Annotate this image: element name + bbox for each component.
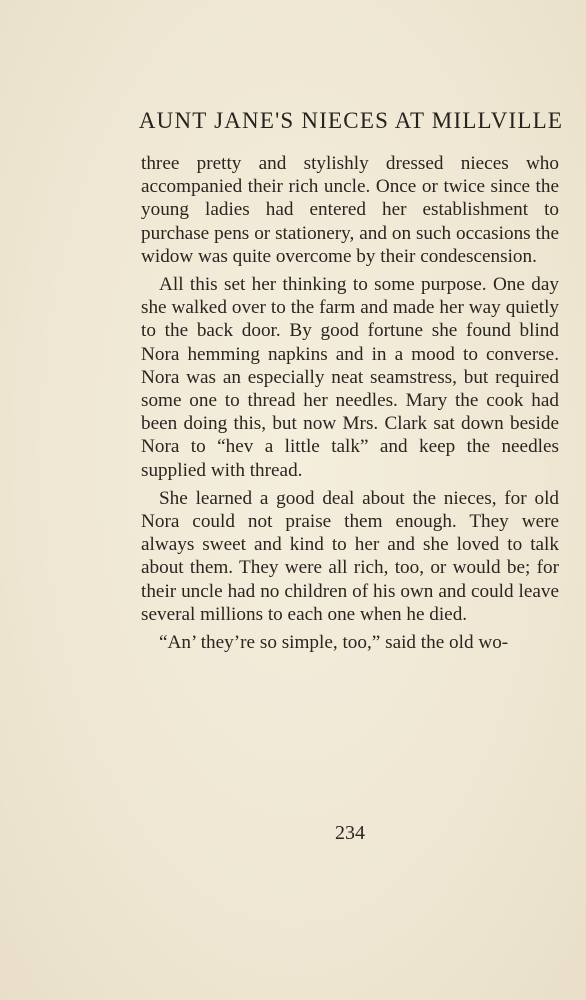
paragraph: “An’ they’re so simple, too,” said the old wo- (159, 632, 509, 654)
body-text (141, 152, 559, 659)
paragraph: She learned a good deal about the nieces, for old Nora could not praise them enough. They were always sweet and kind to her and she loved to talk about them. They were all rich, too, or would be; for their uncle had no children of his own and could leave several millions to each one when he died. (141, 487, 559, 625)
running-head: AUNT JANE'S NIECES AT MILLVILLE (138, 108, 564, 133)
paragraph-continued: three pretty and stylishly dressed nieces who accompanied their rich uncle. Once or twice since the young ladies had entered her establishment to purchase pens or stationery, and on such occasions the widow was quite overcome by their condescension. (141, 153, 559, 267)
paragraph: All this set her thinking to some purpose. One day she walked over to the farm and made her way quietly to the back door. By good fortune she found blind Nora hemming napkins and in a mood to converse. Nora was an especially neat seamstress, but required some one to thread her needles. Mary the cook had been doing this, but now Mrs. Clark sat down beside Nora to “hev a little talk” and keep the needles supplied with thread. (141, 274, 559, 481)
page-number: 234 (335, 822, 365, 844)
